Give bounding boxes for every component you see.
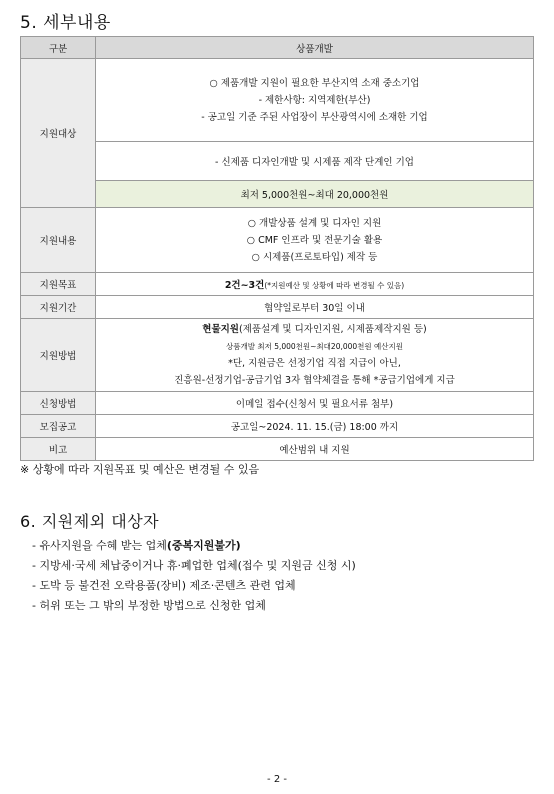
exclusion-list <box>32 536 356 616</box>
detail-table <box>20 36 534 461</box>
header-category: 구분 <box>21 37 96 59</box>
goal-note: (*지원예산 및 상황에 따라 변경될 수 있음) <box>264 281 405 290</box>
goal-row <box>21 273 534 296</box>
exclusion-item-2: - 지방세·국세 체납중이거나 휴·폐업한 업체(접수 및 지원금 신청 시) <box>32 559 356 572</box>
content-line-2: ○ CMF 인프라 및 전문기술 활용 <box>246 234 383 246</box>
method-in-kind: 현물지원 <box>202 324 239 335</box>
target-budget: 최저 5,000천원~최대 20,000천원 <box>96 181 534 208</box>
exclusion-item-1-emphasis: (중복지원불가) <box>166 539 241 552</box>
target-line-3: - 공고일 기준 주된 사업장이 부산광역시에 소재한 기업 <box>201 111 428 123</box>
recruit-value: 공고일~2024. 11. 15.(금) 18:00 까지 <box>96 415 534 438</box>
target-line-2: - 제한사항: 지역제한(부산) <box>258 94 371 106</box>
content-row <box>21 208 534 273</box>
exclusion-item-4: - 허위 또는 그 밖의 부정한 방법으로 신청한 업체 <box>32 599 266 612</box>
period-value: 협약일로부터 30일 이내 <box>96 296 534 319</box>
target-line-1: ○ 제품개발 지원이 필요한 부산지역 소재 중소기업 <box>209 77 420 89</box>
remark-label: 비고 <box>21 438 96 461</box>
apply-label: 신청방법 <box>21 392 96 415</box>
exclusion-item-3: - 도박 등 불건전 오락용품(장비) 제조·콘텐츠 관련 업체 <box>32 579 296 592</box>
recruit-label: 모집공고 <box>21 415 96 438</box>
section-6-title: 6. 지원제외 대상자 <box>20 512 160 531</box>
period-label: 지원기간 <box>21 296 96 319</box>
apply-value: 이메일 접수(신청서 및 필요서류 첨부) <box>96 392 534 415</box>
remark-row <box>21 438 534 461</box>
goal-value: 2건~3건 <box>224 280 265 291</box>
exclusion-item-1-text: - 유사지원을 수혜 받는 업체 <box>32 539 167 552</box>
content-line-1: ○ 개발상품 설계 및 디자인 지원 <box>247 217 382 229</box>
method-label: 지원방법 <box>21 319 96 392</box>
method-line-4: 진흥원-선정기업-공급기업 3자 협약체결을 통해 *공급기업에게 지급 <box>174 375 455 386</box>
recruit-row <box>21 415 534 438</box>
goal-cell <box>96 273 534 296</box>
method-in-kind-detail: (제품설계 및 디자인지원, 시제품제작지원 등) <box>239 324 427 335</box>
method-line-2: 상품개발 최저 5,000천원~최대20,000천원 예산지원 <box>225 342 404 351</box>
content-cell <box>96 208 534 273</box>
content-line-3: ○ 시제품(프로토타입) 제작 등 <box>251 251 378 263</box>
table-note: ※ 상황에 따라 지원목표 및 예산은 변경될 수 있음 <box>20 463 260 476</box>
target-row-2 <box>21 142 534 181</box>
exclusion-item-1 <box>32 536 356 556</box>
header-product-dev: 상품개발 <box>96 37 534 59</box>
method-row <box>21 319 534 392</box>
apply-row <box>21 392 534 415</box>
method-cell <box>96 319 534 392</box>
period-row <box>21 296 534 319</box>
content-label: 지원내용 <box>21 208 96 273</box>
method-line-3: *단, 지원금은 선정기업 직접 지급이 아닌, <box>228 358 401 369</box>
target-label: 지원대상 <box>21 59 96 208</box>
goal-label: 지원목표 <box>21 273 96 296</box>
remark-value: 예산범위 내 지원 <box>96 438 534 461</box>
table-header-row <box>21 37 534 59</box>
method-line-1 <box>96 321 533 338</box>
target-line-4: - 신제품 디자인개발 및 시제품 제작 단계인 기업 <box>96 142 534 181</box>
section-5-title: 5. 세부내용 <box>20 13 111 33</box>
target-row-1 <box>21 59 534 142</box>
target-conditions <box>96 59 534 142</box>
target-row-3 <box>21 181 534 208</box>
page-number: - 2 - <box>267 774 287 785</box>
